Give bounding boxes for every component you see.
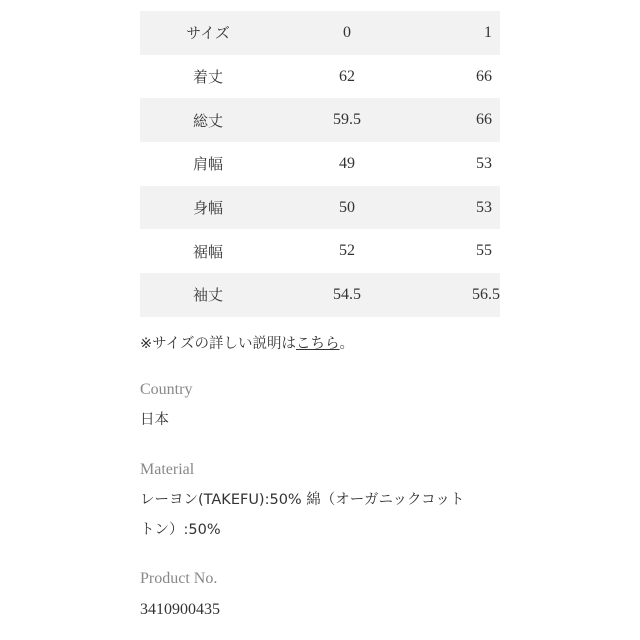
size-guide-note-suffix: 。	[339, 336, 354, 352]
country-value: 日本	[140, 412, 169, 428]
country-heading: Country	[140, 381, 193, 398]
size-table-header-row	[140, 11, 500, 55]
table-row	[140, 98, 500, 142]
size-guide-link[interactable]: こちら	[296, 336, 340, 352]
row-value-size-0: 52	[339, 242, 355, 260]
size-guide-note	[140, 332, 354, 353]
row-value-size-0: 59.5	[276, 98, 418, 142]
row-value-size-1: 53	[418, 186, 500, 230]
material-value	[140, 485, 520, 545]
table-row	[140, 55, 500, 99]
row-value-size-0: 62	[339, 67, 355, 85]
table-row	[140, 273, 500, 317]
material-line-2: トン）:50%	[140, 522, 221, 538]
size-guide-note-prefix: ※サイズの詳しい説明は	[140, 336, 296, 352]
product-number-value: 3410900435	[140, 601, 220, 618]
table-row	[140, 186, 500, 230]
size-header-label: サイズ	[140, 11, 276, 55]
table-row	[140, 229, 500, 273]
size-header-0: 0	[276, 11, 418, 55]
material-line-1: レーヨン(TAKEFU):50% 綿（オーガニックコット	[140, 492, 465, 508]
row-value-size-1: 53	[476, 154, 492, 172]
row-value-size-1: 66	[476, 67, 492, 85]
product-number-heading: Product No.	[140, 570, 218, 587]
row-label: 総丈	[140, 98, 276, 142]
size-header-1: 1	[418, 11, 500, 55]
row-label: 裾幅	[192, 242, 223, 261]
row-label: 肩幅	[192, 155, 223, 174]
row-value-size-0: 49	[339, 154, 355, 172]
material-heading: Material	[140, 461, 195, 478]
row-label: 着丈	[192, 68, 223, 87]
row-label: 袖丈	[140, 273, 276, 317]
table-row	[140, 142, 500, 186]
row-value-size-0: 54.5	[276, 273, 418, 317]
size-table	[140, 11, 500, 317]
row-value-size-1: 56.5	[418, 273, 500, 317]
row-value-size-1: 55	[476, 242, 492, 260]
row-value-size-1: 66	[418, 98, 500, 142]
row-value-size-0: 50	[276, 186, 418, 230]
row-label: 身幅	[140, 186, 276, 230]
